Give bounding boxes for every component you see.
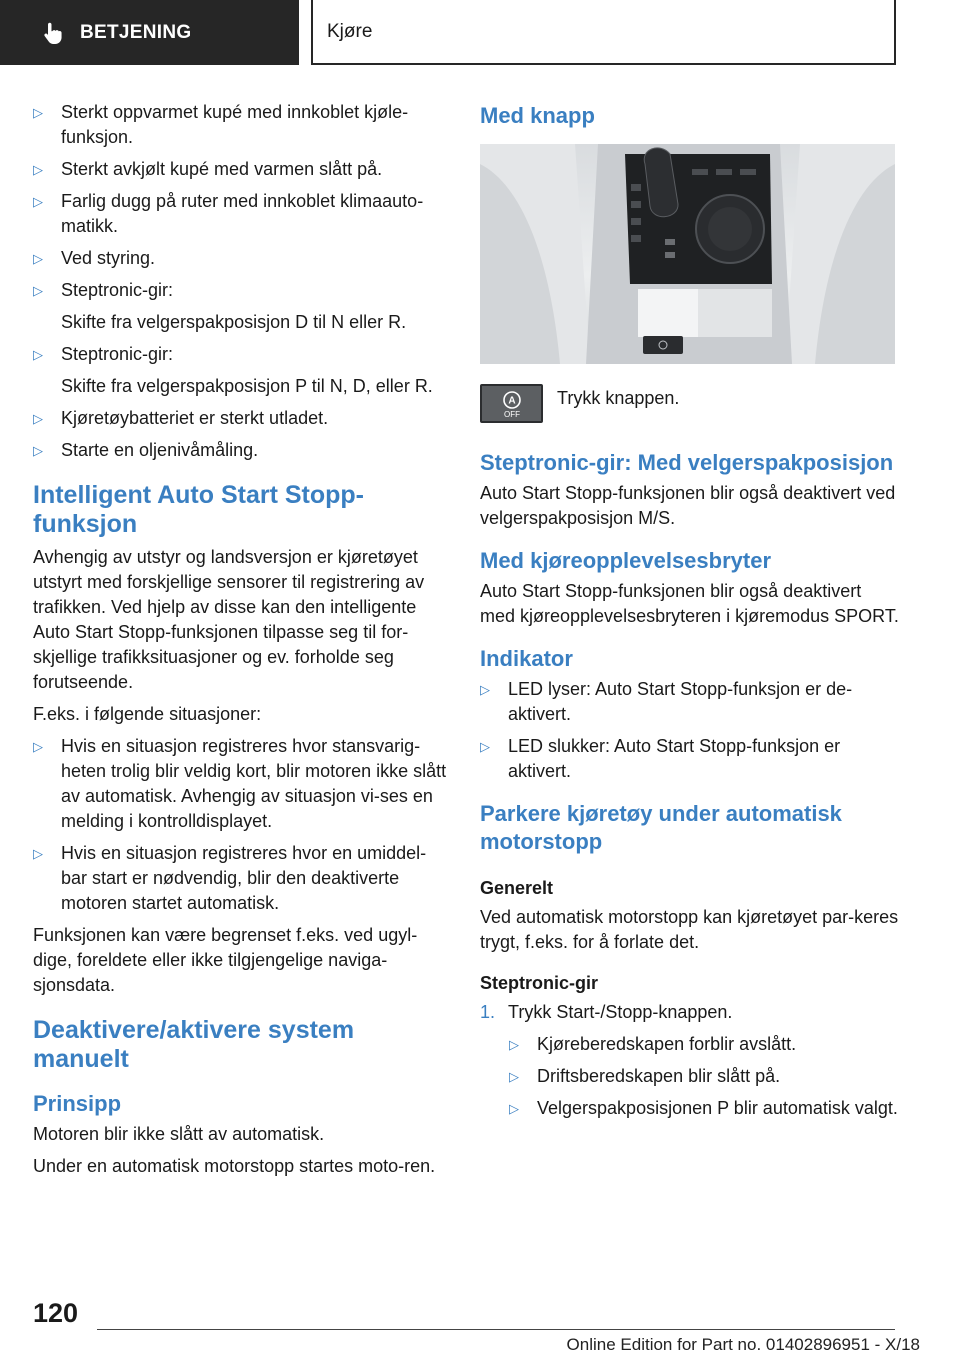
- right-column: [480, 100, 900, 1128]
- list-item: ▷ Kjøreberedskapen forblir avslått.: [509, 1032, 900, 1057]
- list-item: [33, 342, 451, 399]
- list-item: [33, 278, 451, 335]
- heading-steptronic-gear: Steptronic-gir: [480, 973, 599, 993]
- paragraph-example: F.eks. i følgende situasjoner:: [33, 704, 262, 724]
- center-console-illustration: [480, 144, 895, 364]
- hand-pointer-icon: [40, 20, 66, 46]
- heading-principle: Prinsipp: [33, 1091, 122, 1116]
- heading-general: Generelt: [480, 878, 554, 898]
- button-instruction-text: Trykk knappen.: [557, 388, 680, 408]
- numbered-step: [480, 1000, 900, 1025]
- list-item: ▷ Kjøretøybatteriet er sterkt utladet.: [33, 406, 451, 431]
- section-tab: [0, 0, 299, 65]
- paragraph-principle-2: Under en automatisk motorstopp startes moto‐ren.: [33, 1156, 436, 1176]
- heading-deactivate-system: Deaktivere/aktivere system manuelt: [33, 1016, 355, 1073]
- auto-start-stop-off-button: [480, 384, 543, 423]
- chapter-tab: [311, 0, 896, 65]
- list-item-text: Skifte fra velgerspakposisjon D til N eller R.: [61, 312, 407, 332]
- chapter-title: Kjøre: [327, 20, 373, 42]
- button-instruction: [480, 384, 900, 423]
- list-item-text: Skifte fra velgerspakposisjon P til N, D, eller R.: [61, 376, 433, 396]
- paragraph-general: Ved automatisk motorstopp kan kjøretøyet par‐keres trygt, f.eks. for å forlate det.: [480, 907, 899, 952]
- auto-start-stop-icon: [492, 389, 532, 419]
- left-column: [33, 100, 451, 1186]
- page-number: 120: [33, 1298, 79, 1328]
- heading-indicator: Indikator: [480, 646, 573, 671]
- svg-text:OFF: OFF: [503, 409, 520, 419]
- list-item: ▷ Hvis en situasjon registreres hvor en umiddel‐bar start er nødvendig, blir den deaktiverte motoren startet automatisk.: [33, 841, 451, 916]
- paragraph-principle-1: Motoren blir ikke slått av automatisk.: [33, 1124, 325, 1144]
- list-item: ▷ LED slukker: Auto Start Stopp-funksjon er aktivert.: [480, 734, 900, 784]
- step-number: 1.: [480, 1002, 496, 1022]
- list-item: ▷ Driftsberedskapen blir slått på.: [509, 1064, 900, 1089]
- step-text: Trykk Start-/Stopp-knappen.: [508, 1002, 733, 1022]
- center-console-photo: [480, 144, 895, 364]
- heading-driving-experience: Med kjøreopplevelsesbryter: [480, 548, 772, 573]
- list-item: ▷ Velgerspakposisjonen P blir automatisk valgt.: [509, 1096, 900, 1121]
- edition-note: Online Edition for Part no. 01402896951 - X/18: [566, 1335, 920, 1354]
- list-item: ▷ Ved styring.: [33, 246, 451, 271]
- list-item: ▷ LED lyser: Auto Start Stopp-funksjon er de‐aktivert.: [480, 677, 900, 727]
- paragraph-limited: Funksjonen kan være begrenset f.eks. ved ugyl‐dige, foreldete eller ikke tilgjengelige naviga‐sjonsdata.: [33, 925, 418, 995]
- list-item-title: Steptronic-gir:: [61, 280, 174, 300]
- heading-with-button: Med knapp: [480, 103, 595, 128]
- step-sublist: [480, 1032, 900, 1121]
- list-item-title: Steptronic-gir:: [61, 344, 174, 364]
- parking-brake-icon: [643, 336, 683, 354]
- paragraph-driving: Auto Start Stopp-funksjonen blir også deaktivert med kjøreopplevelsesbryteren i kjøremodus SPORT.: [480, 581, 899, 626]
- heading-steptronic-position: Steptronic-gir: Med velgerspakposisjon: [480, 450, 894, 475]
- list-item: ▷ Farlig dugg på ruter med innkoblet klimaauto‐matikk.: [33, 189, 451, 239]
- paragraph-intelligent: Avhengig av utstyr og landsversjon er kjøretøyet utstyrt med forskjellige sensorer til registrering av trafikken. Ved hjelp av disse kan den intelligente Auto Start Stopp-funksjonen tilpasse seg til for‐skjellige trafikksituasjoner og ev. forholde seg forutseende.: [33, 547, 425, 692]
- list-item: ▷ Starte en oljenivåmåling.: [33, 438, 451, 463]
- heading-intelligent-auto-start-stop: Intelligent Auto Start Stopp-funksjon: [33, 481, 364, 538]
- list-item: ▷ Sterkt oppvarmet kupé med innkoblet kjøle‐funksjon.: [33, 100, 451, 150]
- list-item: ▷ Sterkt avkjølt kupé med varmen slått på.: [33, 157, 451, 182]
- list-item: ▷ Hvis en situasjon registreres hvor stansvarig‐heten trolig blir veldig kort, blir motoren ikke slått av automatisk. Avhengig av situasjon vi‐ses en melding i kontrolldisplayet.: [33, 734, 451, 834]
- footer-divider: [97, 1329, 895, 1330]
- paragraph-steptronic: Auto Start Stopp-funksjonen blir også deaktivert ved velgerspakposisjon M/S.: [480, 483, 896, 528]
- heading-park-vehicle: Parkere kjøretøy under automatisk motorstopp: [480, 801, 842, 854]
- section-title: BETJENING: [80, 21, 192, 43]
- svg-text:A: A: [507, 395, 516, 406]
